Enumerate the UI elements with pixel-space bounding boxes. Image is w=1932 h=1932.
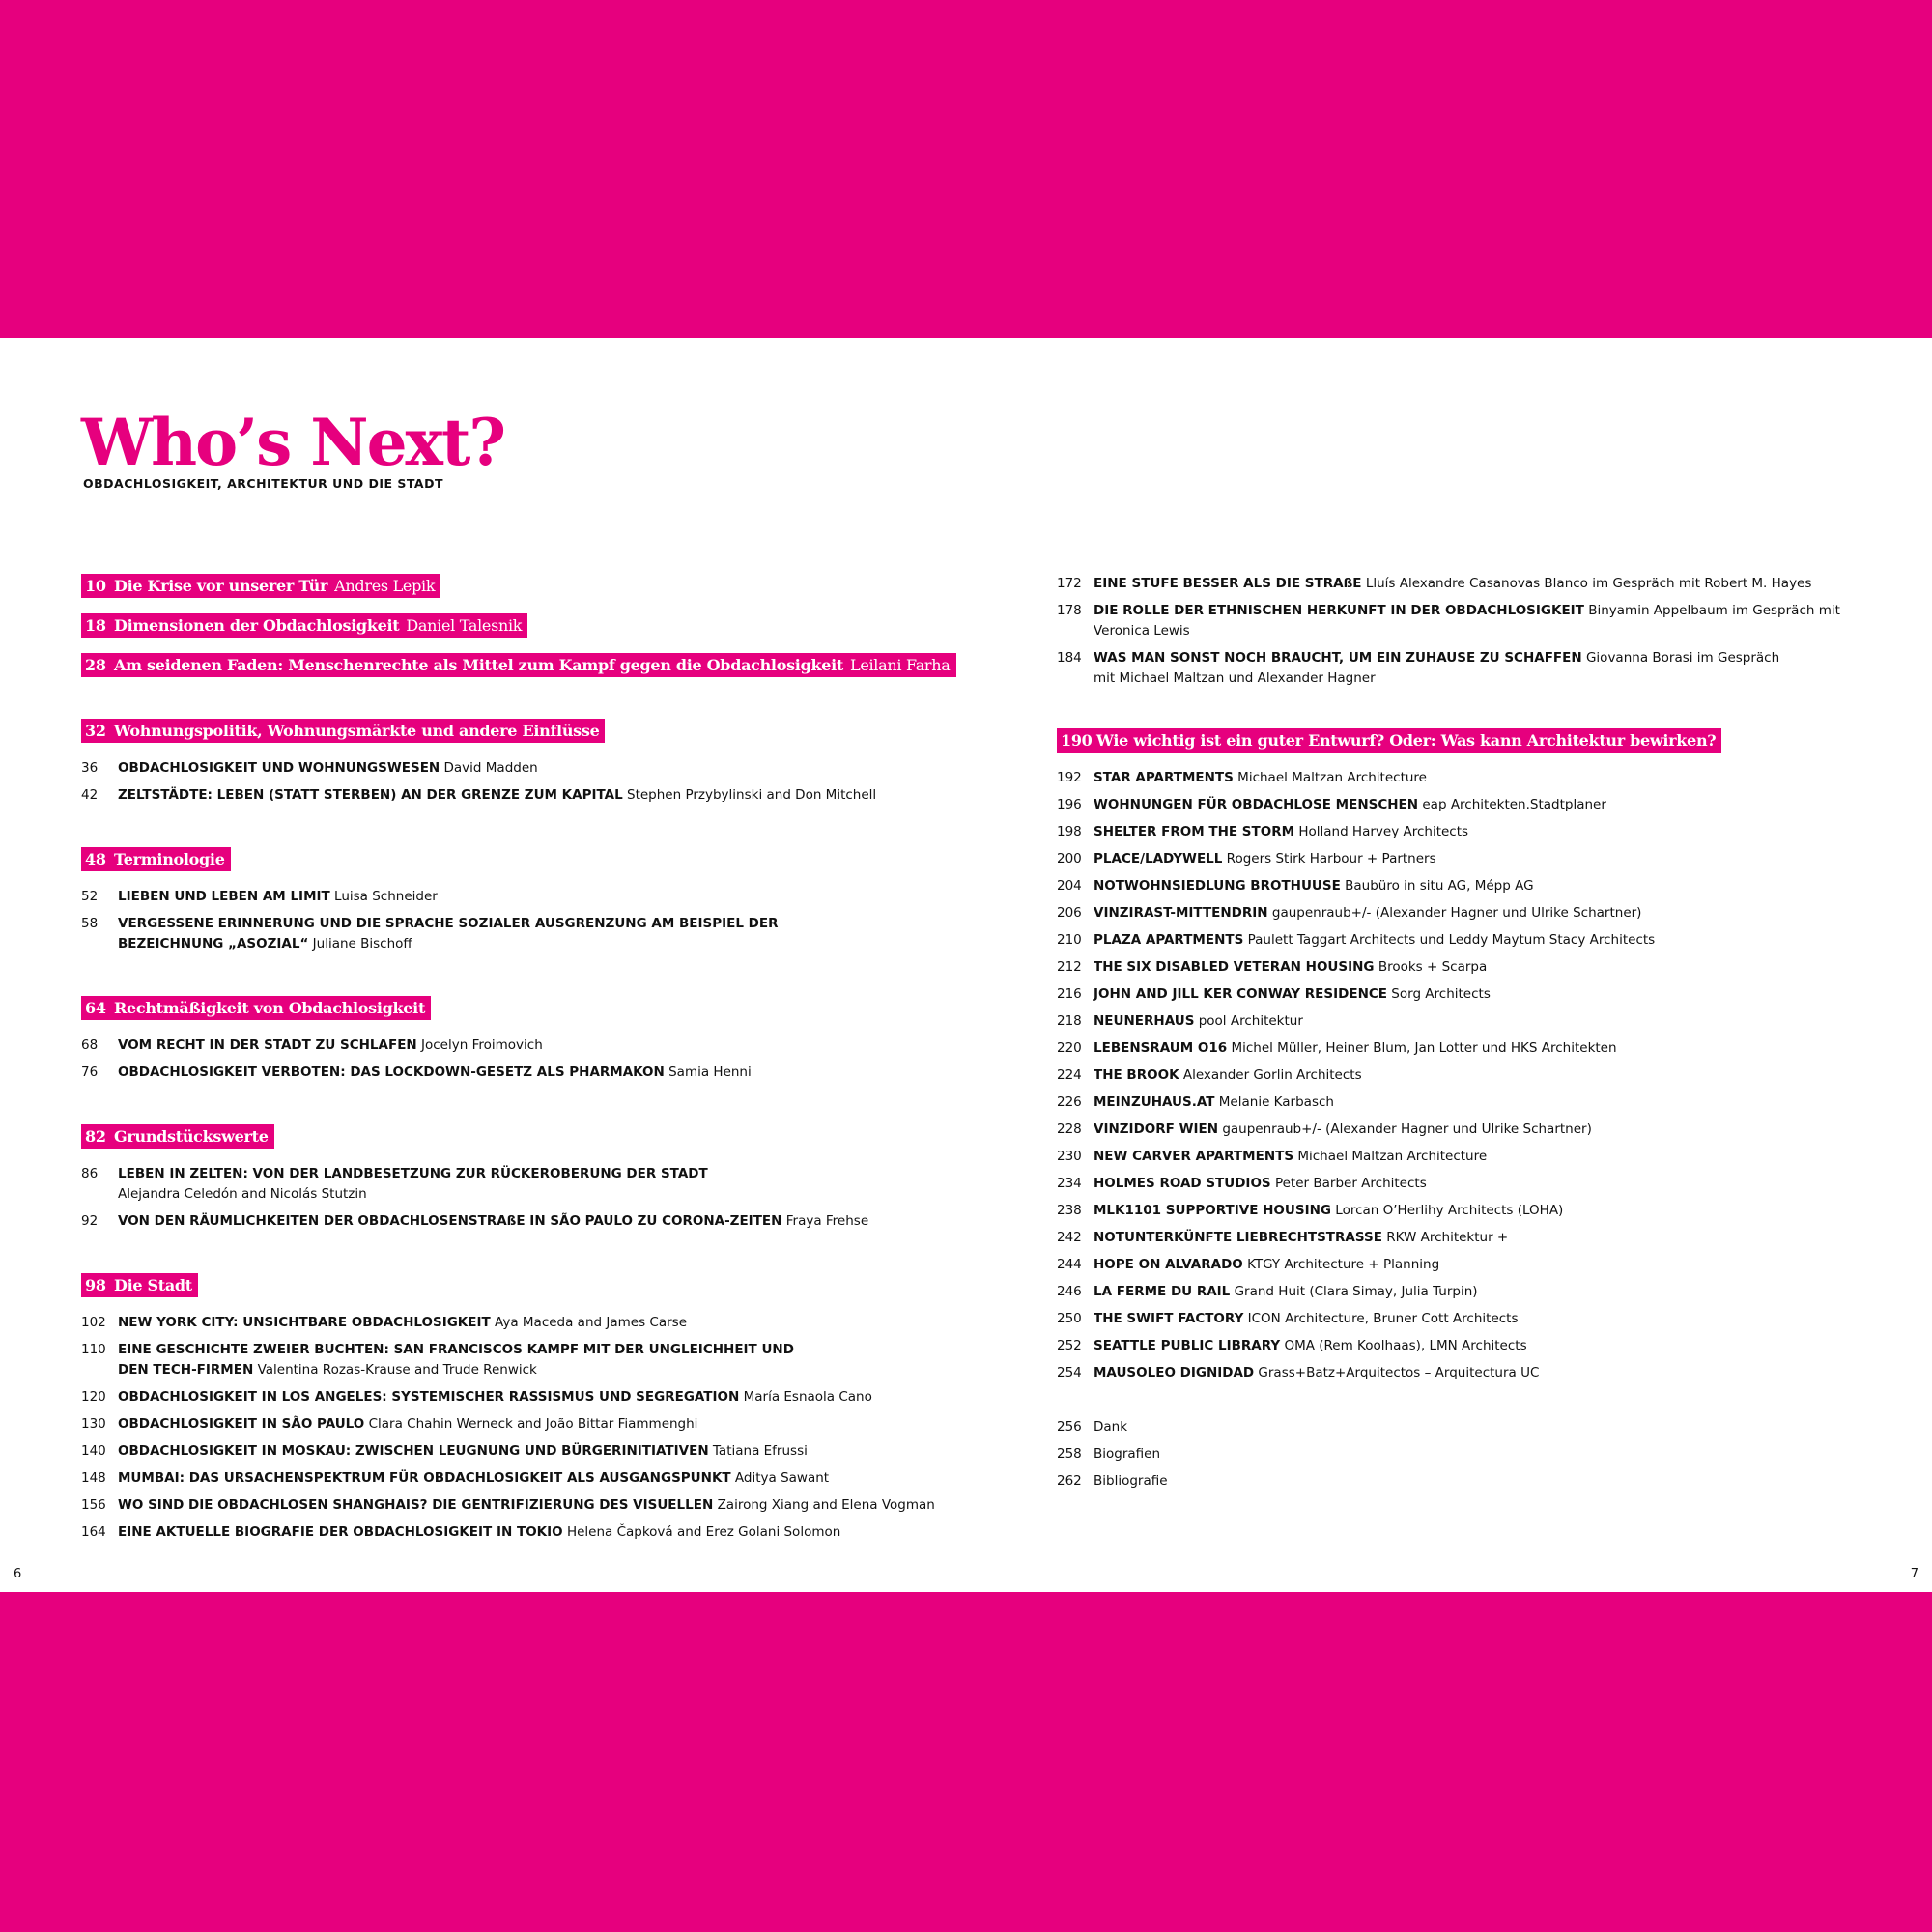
toc-entry[interactable]: 164 EINE AKTUELLE BIOGRAFIE DER OBDACHLOSIGKEIT IN TOKIO Helena Čapková and Erez Golani Solomon xyxy=(81,1524,841,1540)
toc-section-heading[interactable]: 28 Am seidenen Faden: Menschenrechte als Mittel zum Kampf gegen die Obdachlosigkeit Leilani Farha xyxy=(81,653,956,677)
toc-entry[interactable]: 250 THE SWIFT FACTORY ICON Architecture, Bruner Cott Architects xyxy=(1057,1311,1519,1326)
toc-entry[interactable]: 120 OBDACHLOSIGKEIT IN LOS ANGELES: SYSTEMISCHER RASSISMUS UND SEGREGATION María Esnaola Cano xyxy=(81,1389,872,1405)
toc-left-column xyxy=(81,574,951,1549)
toc-entry[interactable]: 130 OBDACHLOSIGKEIT IN SÃO PAULO Clara Chahin Werneck and João Bittar Fiammenghi xyxy=(81,1416,698,1432)
toc-entry[interactable]: 200 PLACE/LADYWELL Rogers Stirk Harbour + Partners xyxy=(1057,851,1436,867)
toc-entry[interactable]: 52 LIEBEN UND LEBEN AM LIMIT Luisa Schneider xyxy=(81,889,438,904)
top-color-band xyxy=(0,0,1932,338)
toc-entry[interactable]: 254 MAUSOLEO DIGNIDAD Grass+Batz+Arquitectos – Arquitectura UC xyxy=(1057,1365,1540,1380)
toc-entry[interactable]: 226 MEINZUHAUS.AT Melanie Karbasch xyxy=(1057,1094,1334,1110)
toc-right-column xyxy=(1057,574,1859,1498)
toc-entry[interactable]: 234 HOLMES ROAD STUDIOS Peter Barber Architects xyxy=(1057,1176,1427,1191)
toc-entry[interactable]: 212 THE SIX DISABLED VETERAN HOUSING Brooks + Scarpa xyxy=(1057,959,1488,975)
toc-entry[interactable]: 36 OBDACHLOSIGKEIT UND WOHNUNGSWESEN David Madden xyxy=(81,760,538,776)
toc-section-heading[interactable]: 98 Die Stadt xyxy=(81,1273,198,1297)
toc-entry[interactable]: 256 Dank xyxy=(1057,1419,1128,1435)
toc-entry[interactable]: 258 Biografien xyxy=(1057,1446,1161,1462)
toc-entry[interactable]: 156 WO SIND DIE OBDACHLOSEN SHANGHAIS? DIE GENTRIFIZIERUNG DES VISUELLEN Zairong Xiang and Elena Vogman xyxy=(81,1497,935,1513)
toc-entry[interactable]: 196 WOHNUNGEN FÜR OBDACHLOSE MENSCHEN eap Architekten.Stadtplaner xyxy=(1057,797,1606,812)
toc-entry[interactable]: 76 OBDACHLOSIGKEIT VERBOTEN: DAS LOCKDOWN-GESETZ ALS PHARMAKON Samia Henni xyxy=(81,1065,752,1080)
toc-entry[interactable]: 86 LEBEN IN ZELTEN: VON DER LANDBESETZUNG ZUR RÜCKEROBERUNG DER STADT Alejandra Celedón and Nicolás Stutzin xyxy=(81,1166,708,1202)
toc-section-heading[interactable]: 82 Grundstückswerte xyxy=(81,1124,274,1149)
toc-entry[interactable]: 58 VERGESSENE ERINNERUNG UND DIE SPRACHE SOZIALER AUSGRENZUNG AM BEISPIEL DER BEZEICHNUNG „ASOZIAL“ Juliane Bischoff xyxy=(81,916,779,952)
toc-entry[interactable]: 244 HOPE ON ALVARADO KTGY Architecture + Planning xyxy=(1057,1257,1440,1272)
toc-entry[interactable]: 206 VINZIRAST-MITTENDRIN gaupenraub+/- (Alexander Hagner und Ulrike Schartner) xyxy=(1057,905,1642,921)
toc-entry[interactable]: 140 OBDACHLOSIGKEIT IN MOSKAU: ZWISCHEN LEUGNUNG UND BÜRGERINITIATIVEN Tatiana Efrussi xyxy=(81,1443,808,1459)
page-number-left: 6 xyxy=(14,1567,22,1581)
toc-entry[interactable]: 68 VOM RECHT IN DER STADT ZU SCHLAFEN Jocelyn Froimovich xyxy=(81,1037,543,1053)
toc-entry[interactable]: 262 Bibliografie xyxy=(1057,1473,1168,1489)
toc-entry[interactable]: 92 VON DEN RÄUMLICHKEITEN DER OBDACHLOSENSTRAßE IN SÃO PAULO ZU CORONA-ZEITEN Fraya Frehse xyxy=(81,1213,869,1229)
toc-entry[interactable]: 204 NOTWOHNSIEDLUNG BROTHUUSE Baubüro in situ AG, Mépp AG xyxy=(1057,878,1534,894)
toc-entry[interactable]: 228 VINZIDORF WIEN gaupenraub+/- (Alexander Hagner und Ulrike Schartner) xyxy=(1057,1122,1592,1137)
toc-entry[interactable]: 224 THE BROOK Alexander Gorlin Architects xyxy=(1057,1067,1362,1083)
toc-entry[interactable]: 238 MLK1101 SUPPORTIVE HOUSING Lorcan O’Herlihy Architects (LOHA) xyxy=(1057,1203,1564,1218)
toc-entry[interactable]: 178 DIE ROLLE DER ETHNISCHEN HERKUNFT IN DER OBDACHLOSIGKEIT Binyamin Appelbaum im Gespräch mit Veronica Lewis xyxy=(1057,603,1840,639)
toc-entry[interactable]: 220 LEBENSRAUM O16 Michel Müller, Heiner Blum, Jan Lotter und HKS Architekten xyxy=(1057,1040,1617,1056)
toc-entry[interactable]: 172 EINE STUFE BESSER ALS DIE STRAßE Lluís Alexandre Casanovas Blanco im Gespräch mit Robert M. Hayes xyxy=(1057,576,1812,591)
toc-entry[interactable]: 230 NEW CARVER APARTMENTS Michael Maltzan Architecture xyxy=(1057,1149,1488,1164)
toc-entry[interactable]: 198 SHELTER FROM THE STORM Holland Harvey Architects xyxy=(1057,824,1469,839)
toc-section-heading[interactable]: 18 Dimensionen der Obdachlosigkeit Daniel Talesnik xyxy=(81,613,527,638)
toc-entry[interactable]: 252 SEATTLE PUBLIC LIBRARY OMA (Rem Koolhaas), LMN Architects xyxy=(1057,1338,1527,1353)
book-subtitle: OBDACHLOSIGKEIT, ARCHITEKTUR UND DIE STADT xyxy=(83,476,444,491)
toc-entry[interactable]: 110 EINE GESCHICHTE ZWEIER BUCHTEN: SAN FRANCISCOS KAMPF MIT DER UNGLEICHHEIT UND DEN TECH-FIRMEN Valentina Rozas-Krause and Trude Renwick xyxy=(81,1342,794,1378)
toc-entry[interactable]: 102 NEW YORK CITY: UNSICHTBARE OBDACHLOSIGKEIT Aya Maceda and James Carse xyxy=(81,1315,687,1330)
toc-entry[interactable]: 246 LA FERME DU RAIL Grand Huit (Clara Simay, Julia Turpin) xyxy=(1057,1284,1478,1299)
page-number-right: 7 xyxy=(1910,1567,1918,1581)
toc-entry[interactable]: 210 PLAZA APARTMENTS Paulett Taggart Architects und Leddy Maytum Stacy Architects xyxy=(1057,932,1656,948)
toc-entry[interactable]: 42 ZELTSTÄDTE: LEBEN (STATT STERBEN) AN DER GRENZE ZUM KAPITAL Stephen Przybylinski and Don Mitchell xyxy=(81,787,877,803)
toc-section-heading[interactable]: 190 Wie wichtig ist ein guter Entwurf? Oder: Was kann Architektur bewirken? xyxy=(1057,728,1721,753)
toc-entry[interactable]: 192 STAR APARTMENTS Michael Maltzan Architecture xyxy=(1057,770,1427,785)
bottom-color-band xyxy=(0,1592,1932,1932)
toc-section-heading[interactable]: 64 Rechtmäßigkeit von Obdachlosigkeit xyxy=(81,996,431,1020)
book-title: Who’s Next? xyxy=(81,405,505,480)
toc-entry[interactable]: 184 WAS MAN SONST NOCH BRAUCHT, UM EIN ZUHAUSE ZU SCHAFFEN Giovanna Borasi im Gespräch mit Michael Maltzan und Alexander Hagner xyxy=(1057,650,1780,686)
toc-entry[interactable]: 218 NEUNERHAUS pool Architektur xyxy=(1057,1013,1303,1029)
toc-entry[interactable]: 148 MUMBAI: DAS URSACHENSPEKTRUM FÜR OBDACHLOSIGKEIT ALS AUSGANGSPUNKT Aditya Sawant xyxy=(81,1470,830,1486)
toc-entry[interactable]: 242 NOTUNTERKÜNFTE LIEBRECHTSTRASSE RKW Architektur + xyxy=(1057,1230,1509,1245)
toc-section-heading[interactable]: 32 Wohnungspolitik, Wohnungsmärkte und andere Einflüsse xyxy=(81,719,605,743)
toc-entry[interactable]: 216 JOHN AND JILL KER CONWAY RESIDENCE Sorg Architects xyxy=(1057,986,1491,1002)
toc-section-heading[interactable]: 10 Die Krise vor unserer Tür Andres Lepik xyxy=(81,574,440,598)
toc-section-heading[interactable]: 48 Terminologie xyxy=(81,847,231,871)
